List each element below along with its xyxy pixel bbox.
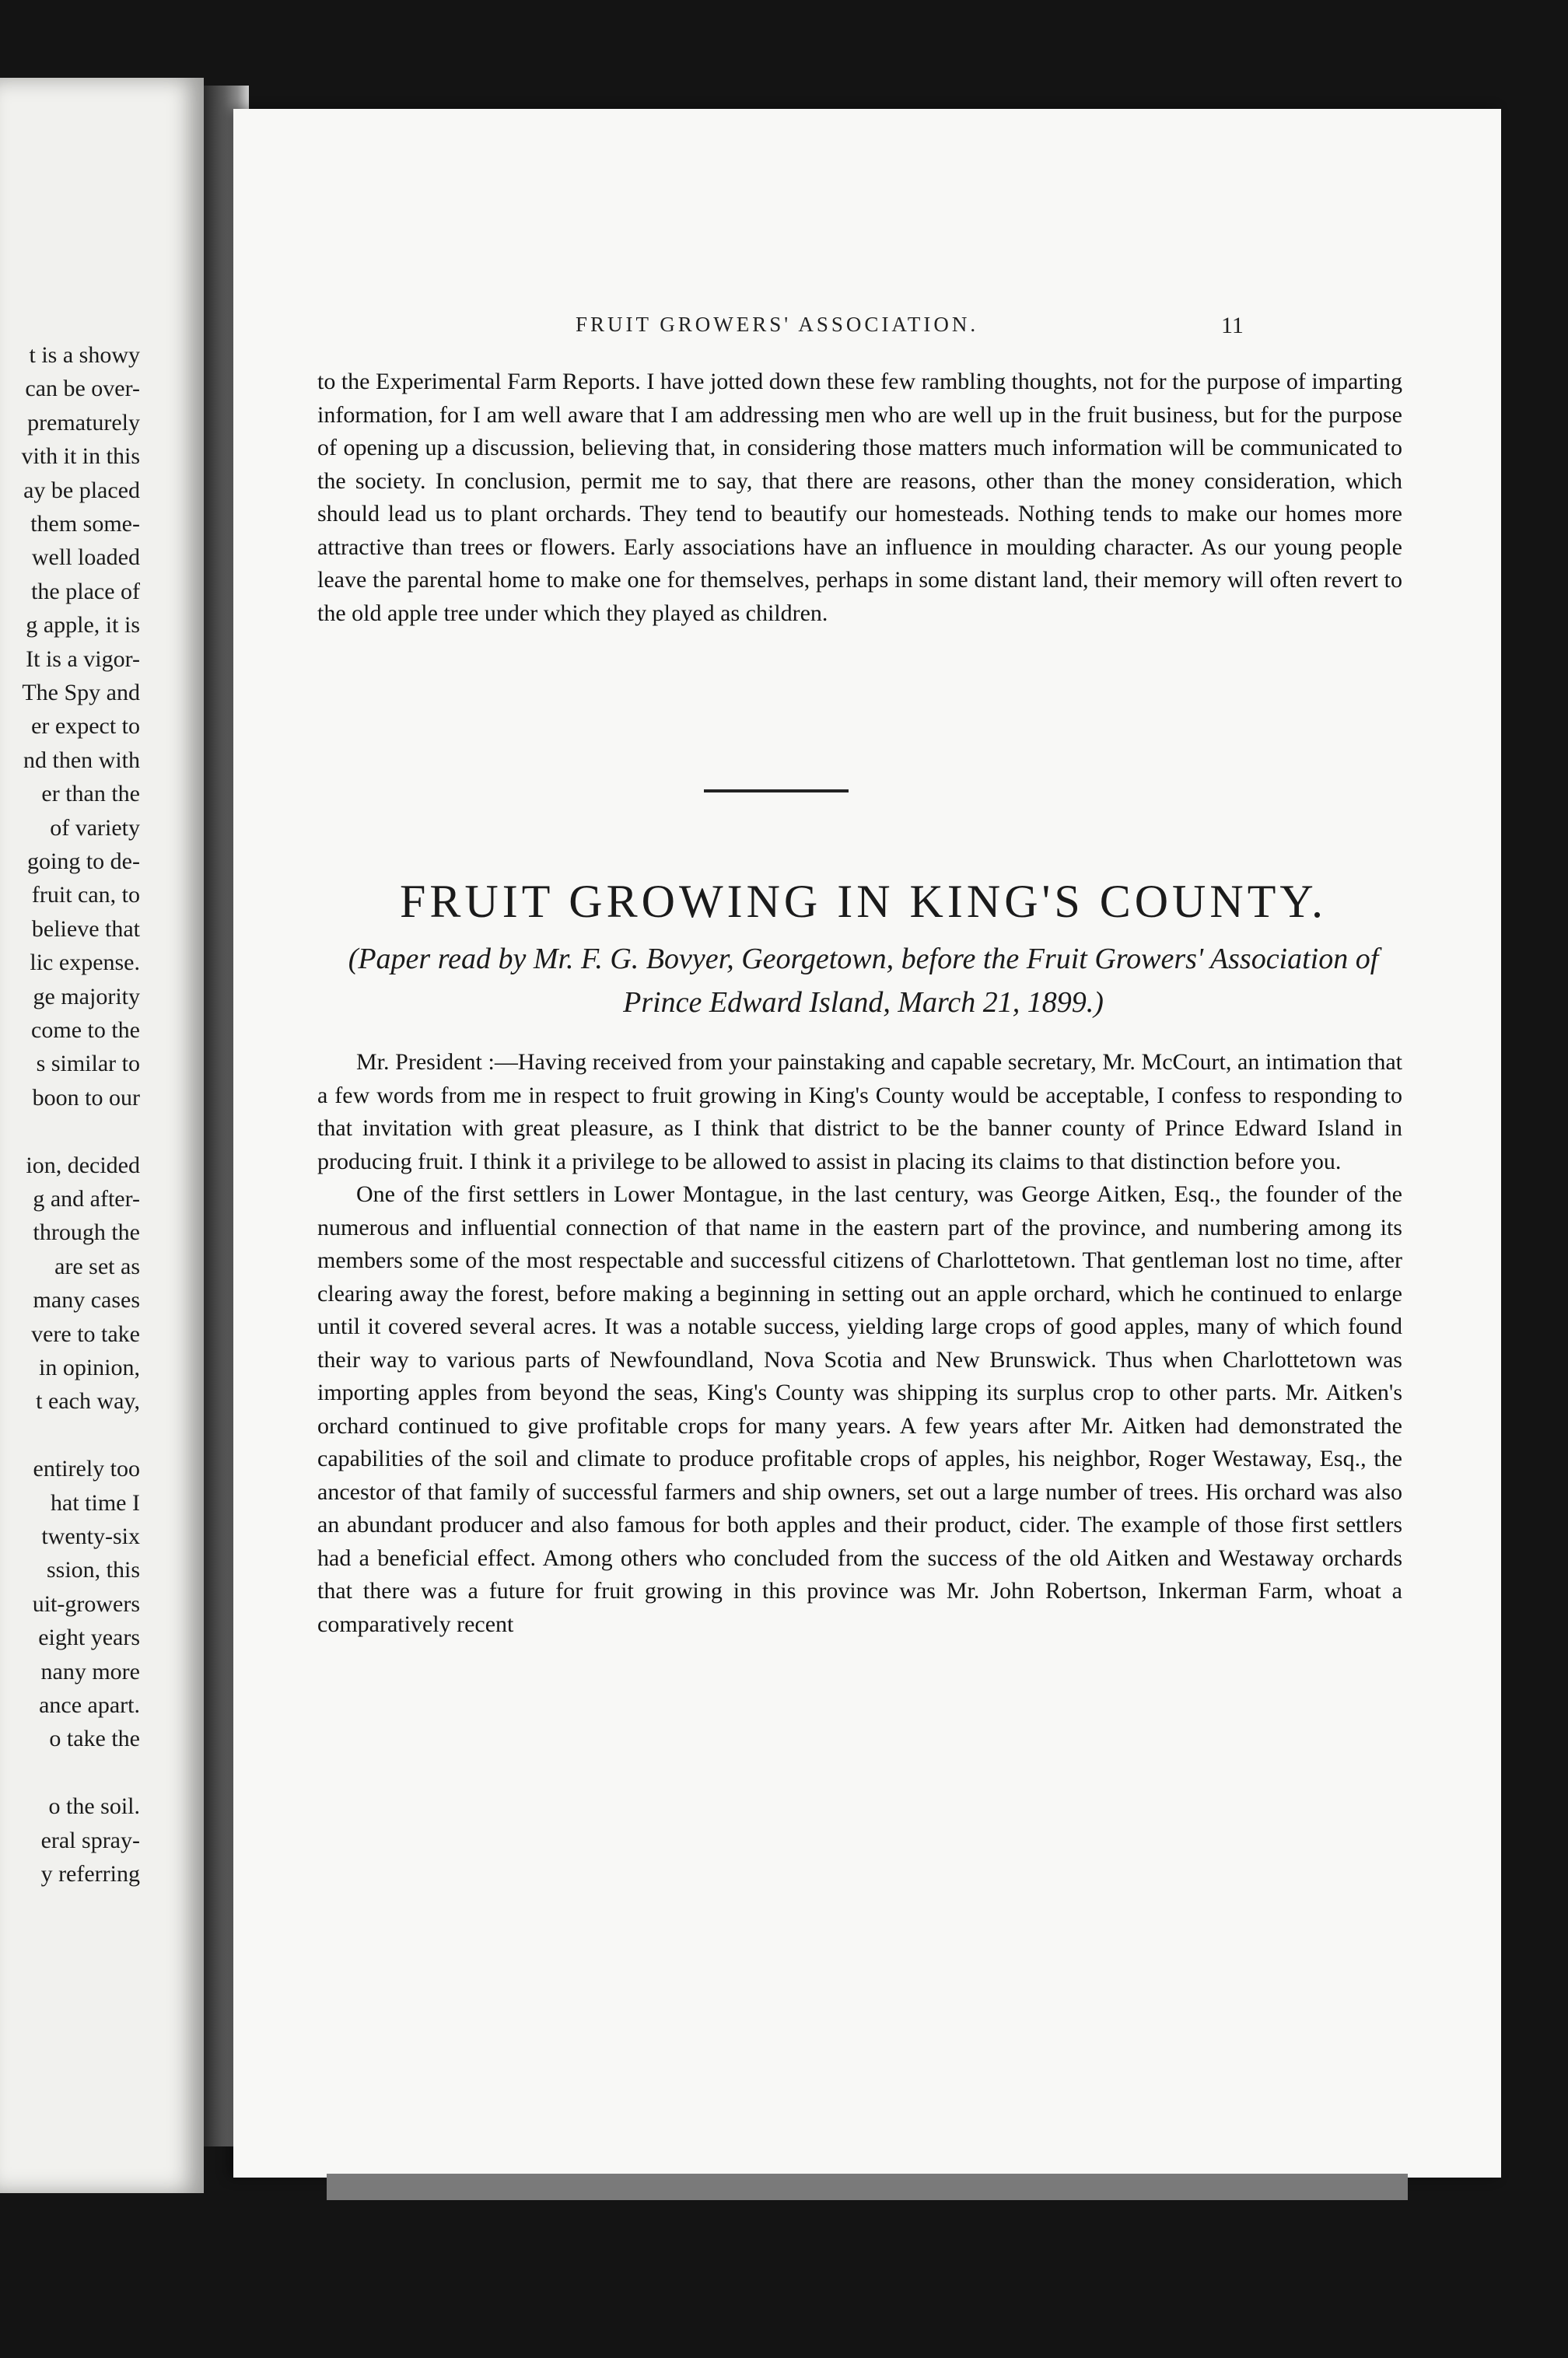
article-byline: (Paper read by Mr. F. G. Bovyer, Georgetown, before the Fruit Growers' Association of Prince Edward Island, March 21, 1899.) [348, 943, 1379, 1019]
previous-page [0, 78, 204, 2193]
previous-page-line: The Spy and [22, 680, 140, 705]
previous-page-line: in opinion, [38, 1355, 140, 1380]
previous-page-line: believe that [31, 915, 140, 942]
previous-page-line: g and after- [33, 1186, 140, 1212]
previous-page-line: o the soil. [48, 1793, 140, 1820]
previous-page-line: well loaded [31, 544, 140, 571]
previous-page-line: are set as [54, 1253, 140, 1279]
article-body [317, 1046, 1402, 1641]
previous-page-line: entirely too [33, 1456, 140, 1482]
previous-page-line: It is a vigor- [26, 645, 140, 672]
previous-page-line: ssion, this [46, 1557, 140, 1583]
previous-page-line: vith it in this [21, 443, 140, 470]
previous-page-line: er expect to [31, 713, 140, 740]
previous-page-line: twenty-six [41, 1524, 140, 1549]
previous-page-line: prematurely [27, 409, 140, 436]
previous-page-line: y referring [40, 1861, 140, 1887]
previous-page-line: er than the [41, 781, 140, 807]
intro-paragraph-block [317, 366, 1402, 630]
previous-page-line: eight years [38, 1625, 140, 1651]
previous-page-line: come to the [31, 1017, 140, 1043]
running-head: FRUIT GROWERS' ASSOCIATION. [576, 313, 979, 336]
previous-page-line: o take the [49, 1726, 140, 1752]
previous-page-line: ge majority [33, 983, 140, 1009]
page-stack-edge [327, 2174, 1408, 2200]
previous-page-line: many cases [33, 1287, 140, 1314]
previous-page-line: uit-growers [32, 1590, 140, 1617]
page-header [233, 313, 1501, 359]
body-paragraph: One of the first settlers in Lower Montague, in the last century, was George Aitken, Esq., the founder of the numerous and influential connection of that name in the eastern part of the province, and numbering among its members some of the most respectable and successful citizens of Charlottetown. That gentleman lost no time, after clearing away the forest, before making a beginning in setting out an apple orchard, which he continued to enlarge until it covered several acres. It was a notable success, yielding large crops of good apples, many of which found their way to various parts of Newfoundland, Nova Scotia and New Brunswick. Thus when Charlottetown was importing apples from beyond the seas, King's County was shipping its surplus crop to other parts. Mr. Aitken's orchard continued to give profitable crops for many years. A few years after Mr. Aitken had demonstrated the capabilities of the soil and climate to produce profitable crops of apples, his neighbor, Roger Westaway, Esq., the ancestor of that family of successful farmers and ship owners, set out a large number of trees. His orchard was also an abundant producer and also famous for both apples and their product, cider. The example of those first settlers had a beneficial effect. Among others who concluded from the success of the old Aitken and Westaway orchards that there was a future for fruit growing in this province was Mr. John Robertson, Inkerman Farm, whoat a comparatively recent [317, 1181, 1402, 1637]
body-paragraph: Mr. President :—Having received from your painstaking and capable secretary, Mr. McCourt, an intimation that a few words from me in respect to fruit growing in King's County would be acceptable, I confess to responding to that invitation with great pleasure, as I think that district to be the banner county of Prince Edward Island in producing fruit. I think it a privilege to be allowed to assist in placing its claims to that distinction before you. [317, 1049, 1402, 1174]
previous-page-line: of variety [50, 814, 140, 841]
previous-page-line: eral spray- [40, 1827, 140, 1853]
page-number: 11 [1221, 313, 1244, 338]
previous-page-line: fruit can, to [31, 882, 140, 908]
previous-page-line: ion, decided [26, 1152, 140, 1178]
previous-page-line: the place of [31, 578, 140, 604]
previous-page-line: t each way, [36, 1388, 140, 1415]
previous-page-line: g apple, it is [26, 612, 140, 638]
previous-page-line: vere to take [31, 1321, 140, 1347]
previous-page-line: s similar to [36, 1051, 140, 1077]
section-divider [704, 789, 849, 792]
previous-page-line: ay be placed [23, 477, 140, 503]
previous-page-line: through the [33, 1219, 140, 1246]
previous-page-line: lic expense. [30, 950, 140, 976]
article-title: FRUIT GROWING IN KING'S COUNTY. [400, 876, 1327, 928]
intro-paragraph: to the Experimental Farm Reports. I have jotted down these few rambling thoughts, not for the purpose of imparting information, for I am well aware that I am addressing men who are well up in the fruit business, but for the purpose of opening up a discussion, believing that, in considering those matters much information will be communicated to the society. In conclusion, permit me to say, that there are reasons, other than the money consideration, which should lead us to plant orchards. They tend to beautify our homesteads. Nothing tends to make our homes more attractive than trees or flowers. Early associations have an influence in moulding character. As our young people leave the parental home to make one for themselves, perhaps in some distant land, their memory will often revert to the old apple tree under which they played as children. [317, 369, 1402, 626]
previous-page-line: boon to our [32, 1084, 140, 1111]
previous-page-line: going to de- [27, 848, 140, 874]
previous-page-line: them some- [30, 511, 140, 537]
previous-page-line: nd then with [23, 747, 140, 773]
previous-page-line: hat time I [51, 1489, 140, 1516]
previous-page-line: t is a showy [29, 342, 140, 368]
current-page [233, 109, 1501, 2178]
previous-page-line: ance apart. [39, 1692, 140, 1718]
previous-page-line: can be over- [25, 376, 140, 402]
previous-page-line: nany more [40, 1658, 140, 1685]
